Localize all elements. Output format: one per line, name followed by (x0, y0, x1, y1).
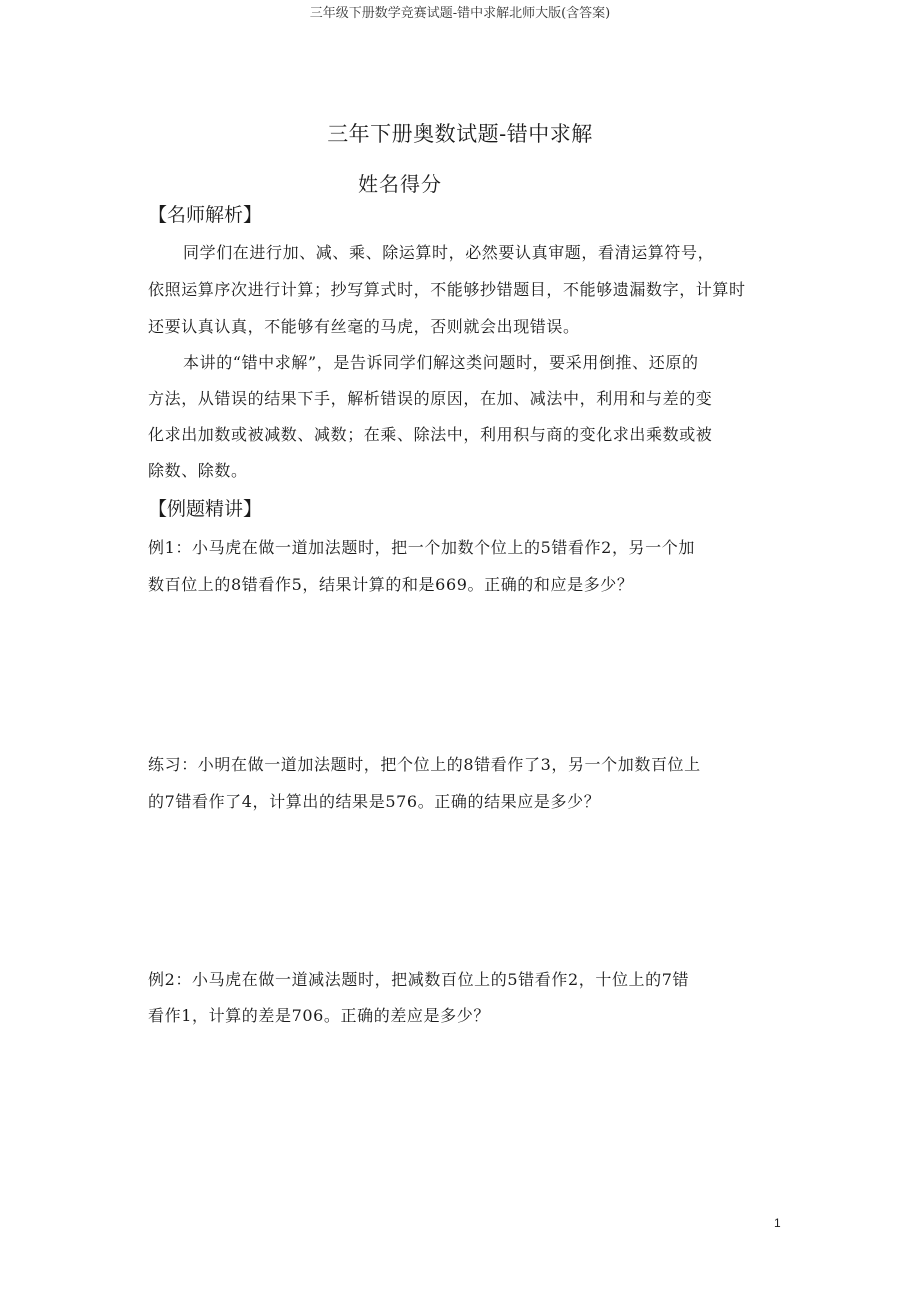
running-header: 三年级下册数学竞赛试题-错中求解北师大版(含答案) (309, 6, 611, 21)
example2-line: 例2：小马虎在做一道减法题时，把减数百位上的5错看作2，十位上的7错 (148, 970, 690, 989)
name-score-line: 姓名得分 (358, 172, 442, 196)
page-number: 1 (774, 1216, 781, 1230)
analysis-paragraph2-line: 除数、除数。 (148, 461, 248, 480)
section-heading-analysis: 【名师解析】 (148, 204, 263, 226)
document-title: 三年下册奥数试题-错中求解 (327, 122, 593, 146)
example1-line: 例1：小马虎在做一道加法题时，把一个加数个位上的5错看作2，另一个加 (148, 538, 695, 557)
practice1-line: 练习：小明在做一道加法题时，把个位上的8错看作了3，另一个加数百位上 (148, 755, 701, 774)
section-heading-examples: 【例题精讲】 (148, 498, 263, 520)
analysis-paragraph1-line: 依照运算序次进行计算；抄写算式时，不能够抄错题目，不能够遗漏数字，计算时 (148, 280, 746, 299)
analysis-paragraph2-line: 本讲的“错中求解”，是告诉同学们解这类问题时，要采用倒推、还原的 (183, 353, 699, 372)
practice1-line: 的7错看作了4，计算出的结果是576。正确的结果应是多少？ (148, 792, 601, 811)
analysis-paragraph1-line: 还要认真认真，不能够有丝毫的马虎，否则就会出现错误。 (148, 317, 580, 336)
analysis-paragraph2-line: 方法，从错误的结果下手，解析错误的原因，在加、减法中，利用和与差的变 (148, 389, 713, 408)
analysis-paragraph2-line: 化求出加数或被减数、减数；在乘、除法中，利用积与商的变化求出乘数或被 (148, 425, 713, 444)
example1-line: 数百位上的8错看作5，结果计算的和是669。正确的和应是多少？ (148, 575, 634, 594)
example2-line: 看作1，计算的差是706。正确的差应是多少？ (148, 1006, 490, 1025)
analysis-paragraph1-line: 同学们在进行加、减、乘、除运算时，必然要认真审题，看清运算符号， (183, 243, 715, 262)
